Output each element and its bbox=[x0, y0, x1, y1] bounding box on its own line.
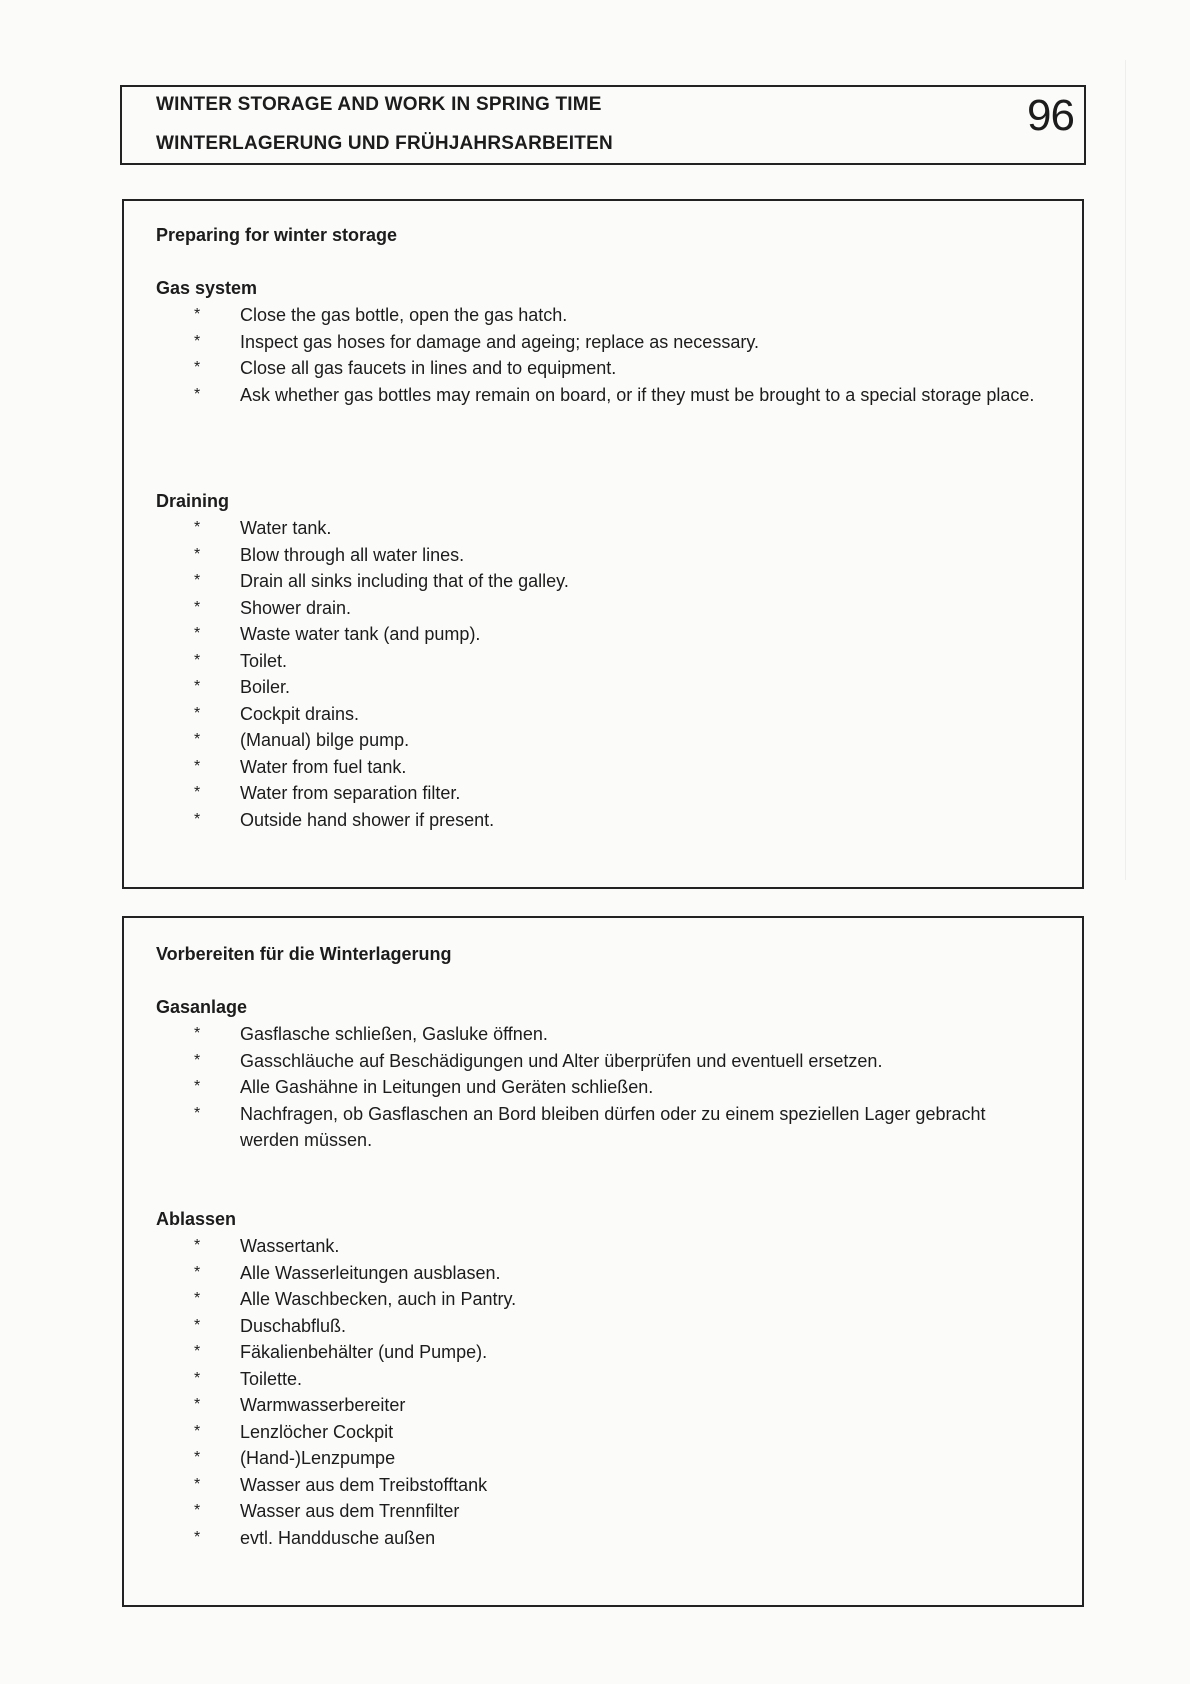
list-item-text: Warmwasserbereiter bbox=[240, 1395, 406, 1415]
bullet-star: * bbox=[194, 625, 201, 642]
list-item bbox=[124, 1445, 1082, 1472]
list-item bbox=[124, 1525, 1082, 1552]
section-title-german: Vorbereiten für die Winterlagerung bbox=[156, 944, 452, 964]
gasanlage-heading: Gasanlage bbox=[156, 997, 248, 1017]
gas-system-list bbox=[124, 302, 1082, 408]
header-title-english: WINTER STORAGE AND WORK IN SPRING TIME bbox=[156, 94, 602, 115]
list-item bbox=[124, 595, 1082, 622]
list-item-text: Boiler. bbox=[240, 677, 291, 697]
bullet-star: * bbox=[194, 1316, 201, 1334]
section-title-english: Preparing for winter storage bbox=[156, 225, 398, 245]
list-item-text: Wasser aus dem Trennfilter bbox=[240, 1501, 460, 1521]
ablassen-heading: Ablassen bbox=[156, 1209, 237, 1229]
list-item-text: Gasschläuche auf Beschädigungen und Alter überprüfen und eventuell ersetzen. bbox=[240, 1050, 883, 1071]
page-header bbox=[120, 85, 1086, 165]
bullet-star: * bbox=[194, 332, 201, 350]
list-item-text: Inspect gas hoses for damage and ageing; replace as necessary. bbox=[240, 331, 759, 352]
bullet-star: * bbox=[194, 306, 201, 323]
bullet-star: * bbox=[194, 1051, 201, 1069]
list-item bbox=[124, 727, 1082, 754]
list-item bbox=[124, 1233, 1082, 1260]
list-item bbox=[124, 515, 1082, 542]
list-item-text: Lenzlöcher Cockpit bbox=[240, 1421, 394, 1442]
list-item bbox=[124, 648, 1082, 675]
list-item bbox=[124, 329, 1082, 356]
bullet-star: * bbox=[194, 1449, 201, 1466]
list-item bbox=[124, 1366, 1082, 1393]
bullet-star: * bbox=[194, 1078, 201, 1095]
list-item-text: Wasser aus dem Treibstofftank bbox=[240, 1474, 488, 1495]
bullet-star: * bbox=[194, 757, 201, 775]
bullet-star: * bbox=[194, 1025, 201, 1042]
list-item bbox=[124, 1260, 1082, 1287]
list-item-text: Blow through all water lines. bbox=[240, 544, 465, 565]
ablassen-list bbox=[124, 1233, 1082, 1551]
list-item-text: (Hand-)Lenzpumpe bbox=[240, 1448, 396, 1468]
bullet-star: * bbox=[194, 1422, 201, 1440]
list-item-text: Water from separation filter. bbox=[240, 783, 461, 803]
list-item bbox=[124, 1392, 1082, 1419]
list-item-text: (Manual) bilge pump. bbox=[240, 730, 410, 750]
list-item bbox=[124, 542, 1082, 569]
list-item-text: Nachfragen, ob Gasflaschen an Bord bleiben dürfen oder zu einem speziellen Lager gebracht werden müssen. bbox=[240, 1103, 986, 1150]
bullet-star: * bbox=[194, 519, 201, 536]
gas-system-heading: Gas system bbox=[156, 278, 258, 298]
list-item bbox=[124, 701, 1082, 728]
list-item bbox=[124, 382, 1082, 409]
english-section-box bbox=[122, 199, 1084, 889]
list-item bbox=[124, 780, 1082, 807]
list-item-text: Alle Gashähne in Leitungen und Geräten schließen. bbox=[240, 1077, 654, 1097]
bullet-star: * bbox=[194, 1237, 201, 1254]
list-item-text: Gasflasche schließen, Gasluke öffnen. bbox=[240, 1024, 548, 1044]
bullet-star: * bbox=[194, 1104, 201, 1122]
list-item-text: Outside hand shower if present. bbox=[240, 809, 495, 830]
list-item bbox=[124, 355, 1082, 382]
list-item-text: Cockpit drains. bbox=[240, 703, 360, 724]
bullet-star: * bbox=[194, 545, 201, 563]
list-item-text: Alle Wasserleitungen ausblasen. bbox=[240, 1262, 501, 1283]
list-item bbox=[124, 1498, 1082, 1525]
page-number: 96 bbox=[1027, 91, 1074, 140]
list-item-text: Duschabfluß. bbox=[240, 1315, 347, 1336]
list-item bbox=[124, 1472, 1082, 1499]
bullet-star: * bbox=[194, 651, 201, 669]
bullet-star: * bbox=[194, 1369, 201, 1387]
list-item bbox=[124, 1419, 1082, 1446]
header-title-german: WINTERLAGERUNG UND FRÜHJAHRSARBEITEN bbox=[156, 133, 613, 154]
bullet-star: * bbox=[194, 598, 201, 616]
list-item bbox=[124, 568, 1082, 595]
list-item bbox=[124, 1021, 1082, 1048]
bullet-star: * bbox=[194, 1475, 201, 1493]
bullet-star: * bbox=[194, 731, 201, 748]
list-item-text: Water from fuel tank. bbox=[240, 756, 407, 777]
list-item-text: Ask whether gas bottles may remain on board, or if they must be brought to a special storage place. bbox=[240, 384, 1035, 405]
bullet-star: * bbox=[194, 810, 201, 828]
bullet-star: * bbox=[194, 704, 201, 722]
list-item bbox=[124, 674, 1082, 701]
bullet-star: * bbox=[194, 1290, 201, 1307]
bullet-star: * bbox=[194, 572, 201, 589]
list-item-text: Shower drain. bbox=[240, 597, 352, 618]
bullet-star: * bbox=[194, 1263, 201, 1281]
list-item bbox=[124, 1074, 1082, 1101]
list-item bbox=[124, 754, 1082, 781]
list-item-text: Alle Waschbecken, auch in Pantry. bbox=[240, 1289, 517, 1309]
list-item-text: Fäkalienbehälter (und Pumpe). bbox=[240, 1342, 488, 1362]
list-item-text: Waste water tank (and pump). bbox=[240, 624, 481, 644]
list-item bbox=[124, 1339, 1082, 1366]
bullet-star: * bbox=[194, 784, 201, 801]
list-item-text: Close the gas bottle, open the gas hatch. bbox=[240, 305, 568, 325]
bullet-star: * bbox=[194, 1502, 201, 1519]
list-item-text: Water tank. bbox=[240, 518, 332, 538]
bullet-star: * bbox=[194, 1343, 201, 1360]
list-item bbox=[124, 621, 1082, 648]
list-item bbox=[124, 302, 1082, 329]
list-item-text: Toilette. bbox=[240, 1368, 303, 1389]
gasanlage-list bbox=[124, 1021, 1082, 1154]
list-item-text: Toilet. bbox=[240, 650, 288, 671]
bullet-star: * bbox=[194, 1396, 201, 1413]
bullet-star: * bbox=[194, 359, 201, 376]
german-section-box bbox=[122, 916, 1084, 1607]
list-item bbox=[124, 1313, 1082, 1340]
bullet-star: * bbox=[194, 1528, 201, 1546]
list-item-text: Drain all sinks including that of the galley. bbox=[240, 571, 569, 591]
bullet-star: * bbox=[194, 678, 201, 695]
draining-list bbox=[124, 515, 1082, 833]
bullet-star: * bbox=[194, 385, 201, 403]
list-item bbox=[124, 807, 1082, 834]
list-item-text: Close all gas faucets in lines and to equipment. bbox=[240, 358, 617, 378]
draining-heading: Draining bbox=[156, 491, 230, 511]
list-item-text: Wassertank. bbox=[240, 1236, 340, 1256]
list-item-text: evtl. Handdusche außen bbox=[240, 1527, 436, 1548]
list-item bbox=[124, 1101, 1082, 1154]
list-item bbox=[124, 1286, 1082, 1313]
list-item bbox=[124, 1048, 1082, 1075]
